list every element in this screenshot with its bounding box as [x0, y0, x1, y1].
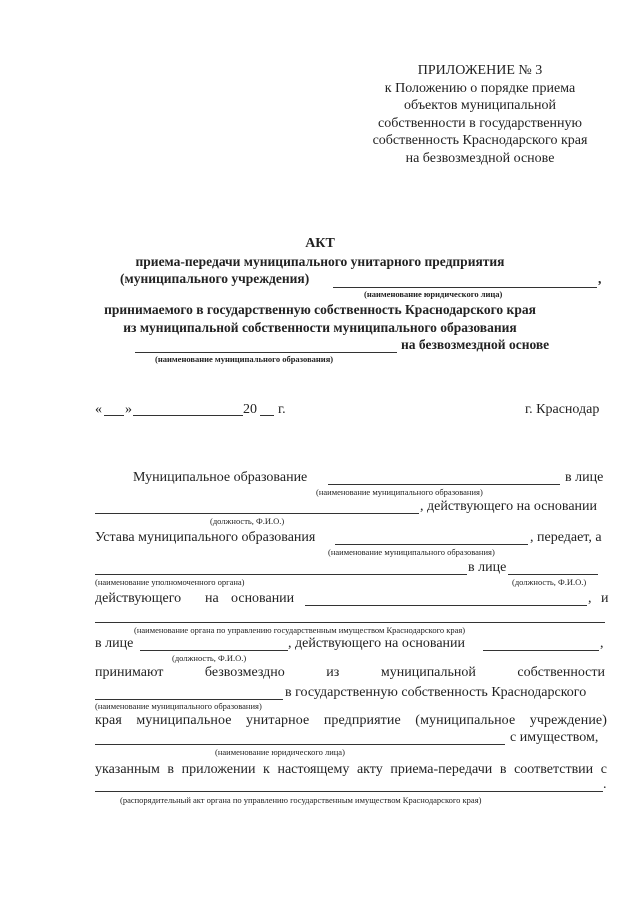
- mo-name-blank-1[interactable]: [328, 484, 560, 485]
- basis-blank[interactable]: [305, 605, 587, 606]
- caption-position-3: (должность, Ф.И.О.): [172, 653, 247, 663]
- month-blank[interactable]: [133, 415, 243, 416]
- word: безвозмездно: [204, 665, 285, 680]
- body-p5-w2: на: [205, 591, 219, 606]
- caption-legal-entity-2: (наименование юридического лица): [215, 747, 345, 757]
- mo-name-blank-2[interactable]: [335, 544, 528, 545]
- appendix-line: объектов муниципальной: [404, 98, 556, 113]
- body-p6-mid: , действующего на основании: [288, 636, 466, 651]
- body-p6-start: в лице: [95, 636, 134, 651]
- body-p2-end: , действующего на основании: [420, 499, 598, 514]
- body-p10-end: с имуществом,: [510, 730, 599, 745]
- title-line-5-end: на безвозмездной основе: [401, 337, 550, 352]
- body-p4-end: в лице: [468, 560, 507, 575]
- body-p7-line: [95, 665, 605, 681]
- body-p5-w3: основании: [231, 591, 295, 606]
- caption-position-2: (должность, Ф.И.О.): [512, 577, 587, 587]
- body-p9: края муниципальное унитарное предприятие (муниципальное учреждение): [95, 713, 607, 728]
- word: муниципальной: [380, 665, 476, 680]
- title-line-2-end: ,: [598, 271, 602, 286]
- body-p12-end: .: [603, 777, 607, 792]
- caption-mo-1: (наименование муниципального образования): [316, 487, 483, 497]
- act-title: АКТ: [305, 236, 335, 251]
- word: из: [326, 665, 340, 680]
- city: г. Краснодар: [525, 402, 600, 417]
- gov-org-blank[interactable]: [95, 622, 605, 623]
- caption-mo-2: (наименование муниципального образования): [328, 547, 495, 557]
- day-blank[interactable]: [104, 415, 124, 416]
- appendix-number: ПРИЛОЖЕНИЕ № 3: [417, 63, 543, 78]
- legal-entity-blank-2[interactable]: [95, 744, 505, 745]
- appendix-line: собственность Краснодарского края: [372, 133, 588, 148]
- appendix-line: собственности в государственную: [378, 115, 582, 131]
- caption-act: (распорядительный акт органа по управлению государственным имуществом Краснодарского края): [120, 795, 482, 805]
- legal-entity-blank[interactable]: [333, 287, 597, 288]
- date-quote-close: »: [125, 402, 132, 417]
- act-blank[interactable]: [95, 791, 603, 792]
- caption-position-1: (должность, Ф.И.О.): [210, 516, 285, 526]
- mo-name-blank-3[interactable]: [95, 699, 283, 700]
- year-suffix: г.: [278, 402, 286, 417]
- body-p1-end: в лице: [565, 470, 604, 485]
- year-blank[interactable]: [260, 415, 274, 416]
- caption-org: (наименование уполномоченного органа): [95, 577, 245, 587]
- position-blank-1[interactable]: [95, 513, 419, 514]
- title-line-1: приема-передачи муниципального унитарного предприятия: [135, 254, 505, 269]
- date-quote-open: «: [95, 402, 102, 417]
- body-p5-i: и: [601, 591, 609, 606]
- appendix-line: на безвозмездной основе: [405, 150, 555, 166]
- caption-municipality: (наименование муниципального образования): [155, 354, 334, 364]
- position-blank-2[interactable]: [508, 574, 598, 575]
- title-line-3: принимаемого в государственную собственность Краснодарского края: [104, 302, 536, 317]
- body-p1-start: Муниципальное образование: [133, 470, 308, 485]
- org-name-blank[interactable]: [95, 574, 467, 575]
- body-p3-end: , передает, а: [530, 530, 602, 545]
- body-p3-start: Устава муниципального образования: [95, 530, 316, 545]
- title-line-2-start: (муниципального учреждения): [120, 271, 310, 286]
- word: принимают: [95, 665, 164, 680]
- position-blank-3[interactable]: [140, 650, 288, 651]
- body-p5-w1: действующего: [95, 591, 182, 606]
- basis-blank-2[interactable]: [483, 650, 599, 651]
- municipality-blank[interactable]: [135, 352, 397, 353]
- title-line-4: из муниципальной собственности муниципального образования: [123, 320, 517, 335]
- body-p11: указанным в приложении к настоящему акту приема-передачи в соответствии с: [95, 762, 607, 777]
- body-p8-end: в государственную собственность Краснодарского: [285, 685, 587, 700]
- caption-gov: (наименование органа по управлению государственным имуществом Краснодарского края): [134, 625, 466, 635]
- appendix-block: [360, 62, 600, 167]
- caption-legal-entity: (наименование юридического лица): [364, 289, 503, 299]
- caption-mo-3: (наименование муниципального образования): [95, 701, 262, 711]
- year-prefix: 20: [243, 402, 257, 417]
- body-p6-end: ,: [600, 636, 604, 651]
- appendix-line: к Положению о порядке приема: [384, 80, 576, 96]
- body-p5-end: ,: [588, 591, 592, 606]
- word: собственности: [517, 665, 605, 680]
